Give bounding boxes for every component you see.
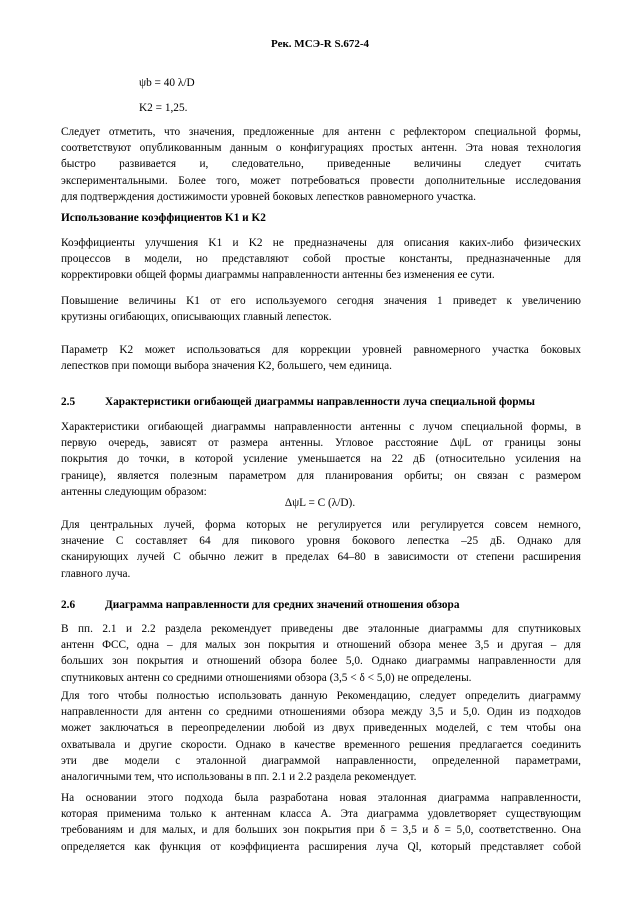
formula-delta-psi xyxy=(0,497,640,509)
paragraph-3 xyxy=(61,293,581,325)
p6-line: Для центральных лучей, форма которых не регулируется или регулируется совсем немного, xyxy=(61,519,581,531)
p8-line: охватывала и другие скорости. Однако в качестве временного решения предлагается соединить xyxy=(61,738,581,751)
p3-line: Повышение величины K1 от его используемого сегодня значения 1 приведет к увеличению xyxy=(61,295,581,307)
p1-line: для подтверждения достижимости уровней боковых лепестков равномерного участка. xyxy=(61,190,476,203)
section-2-5-heading xyxy=(61,396,535,408)
p6-line: главного луча. xyxy=(61,567,131,580)
p1-line: соответствуют опубликованным данным о конфигурациях простых антенн. Эта новая технология xyxy=(61,142,581,155)
p8-line: аналогичными тем, что использованы в пп. 2.1 и 2.2 раздела рекомендует. xyxy=(61,771,417,784)
paragraph-7 xyxy=(61,621,581,686)
formula-psi-b-text: ψb = 40 λ/D xyxy=(139,77,195,89)
p7-line: больших зон покрытия и отношений обзора более 5,0. Однако диаграммы направленности для xyxy=(61,655,581,668)
p6-line: сканирующих лучей C обычно лежит в пределах 64–80 в зависимости от степени расширения xyxy=(61,551,581,564)
p5-line: Характеристики огибающей диаграммы направленности антенны с лучом специальной формы, в xyxy=(61,421,581,433)
paragraph-4 xyxy=(61,342,581,374)
section-number: 2.5 xyxy=(61,396,76,408)
p2-line: процессов в модели, но представляют собой простые константы, предназначенные для xyxy=(61,253,581,266)
p9-line: определяется как функция от коэффициента расширения луча Ql, который представляет собой xyxy=(61,840,581,853)
page-header: Рек. МСЭ-R S.672-4 xyxy=(271,38,369,50)
section-title: Диаграмма направленности для средних значений отношения обзора xyxy=(105,599,460,611)
paragraph-8 xyxy=(61,688,581,785)
p8-line: Для того чтобы полностью использовать данную Рекомендацию, следует определить диаграмму xyxy=(61,690,581,702)
p6-line: значение C составляет 64 для пикового уровня бокового лепестка –25 дБ. Однако для xyxy=(61,535,581,548)
p5-line: антенны следующим образом: xyxy=(61,485,207,498)
p9-line: На основании этого подхода была разработана новая эталонная диаграмма направленности, xyxy=(61,792,581,804)
p7-line: антенн ФСС, одна – для малых зон покрытия и отношений обзора менее 3,5 и другая – для xyxy=(61,639,581,652)
p9-line: требованиям и для малых, и для больших зон покрытия при δ = 3,5 и δ = 5,0, соответственно. Она xyxy=(61,824,581,837)
heading-k-coefficients: Использование коэффициентов K1 и K2 xyxy=(61,212,266,224)
p2-line: Коэффициенты улучшения K1 и K2 не предназначены для описания каких-либо физических xyxy=(61,237,581,249)
p8-line: может заключаться в переопределении любой из двух приведенных моделей, с тем чтобы она xyxy=(61,722,581,735)
p4-line: лепестков при помощи выбора значения K2, большего, чем единица. xyxy=(61,360,392,373)
formula-k2-text: K2 = 1,25. xyxy=(139,102,188,114)
paragraph-6 xyxy=(61,517,581,582)
p1-line: экспериментальными. Более того, может потребоваться провести дополнительные исследования xyxy=(61,174,581,187)
p2-line: корректировки общей формы диаграммы направленности антенны без изменения ее сути. xyxy=(61,269,495,282)
p5-line: границе), является полезным параметром для планирования орбиты; он связан с размером xyxy=(61,469,581,482)
formula-psi-b xyxy=(139,77,195,89)
section-title: Характеристики огибающей диаграммы направленности луча специальной формы xyxy=(105,396,535,408)
p4-line: Параметр K2 может использоваться для коррекции уровней равномерного участка боковых xyxy=(61,344,581,356)
paragraph-2 xyxy=(61,235,581,284)
p3-line: крутизны огибающих, описывающих главный лепесток. xyxy=(61,311,332,324)
formula-k2 xyxy=(139,102,187,114)
paragraph-9 xyxy=(61,790,581,855)
p1-line: быстро развивается и, следовательно, приведенные величины следует считать xyxy=(61,158,581,171)
formula-delta-psi-text: ΔψL = C (λ/D). xyxy=(284,497,356,509)
p7-line: спутниковых антенн со средними отношениями обзора (3,5 < δ < 5,0) не определены. xyxy=(61,671,472,684)
p8-line: направленности для антенн со средними отношениями обзора между 3,5 и 5,0. Один из подходов xyxy=(61,706,581,719)
p5-line: покрытия до точки, в которой усиление уменьшается на 22 дБ (относительно усиления на xyxy=(61,453,581,466)
p1-line: Следует отметить, что значения, предложенные для антенн с рефлектором специальной формы, xyxy=(61,126,581,138)
p7-line: В пп. 2.1 и 2.2 раздела рекомендует приведены две эталонные диаграммы для спутниковых xyxy=(61,623,581,635)
p9-line: которая применима только к антеннам класса А. Эта диаграмма удовлетворяет существующим xyxy=(61,808,581,821)
paragraph-5 xyxy=(61,419,581,500)
section-2-6-heading xyxy=(61,599,460,611)
section-number: 2.6 xyxy=(61,599,76,611)
p8-line: эти две модели с эталонной диаграммой направленности, определенной параметрами, xyxy=(61,754,581,767)
paragraph-1 xyxy=(61,124,581,205)
p5-line: первую очередь, зависят от размера антенны. Угловое расстояние ΔψL от границы зоны xyxy=(61,437,581,450)
